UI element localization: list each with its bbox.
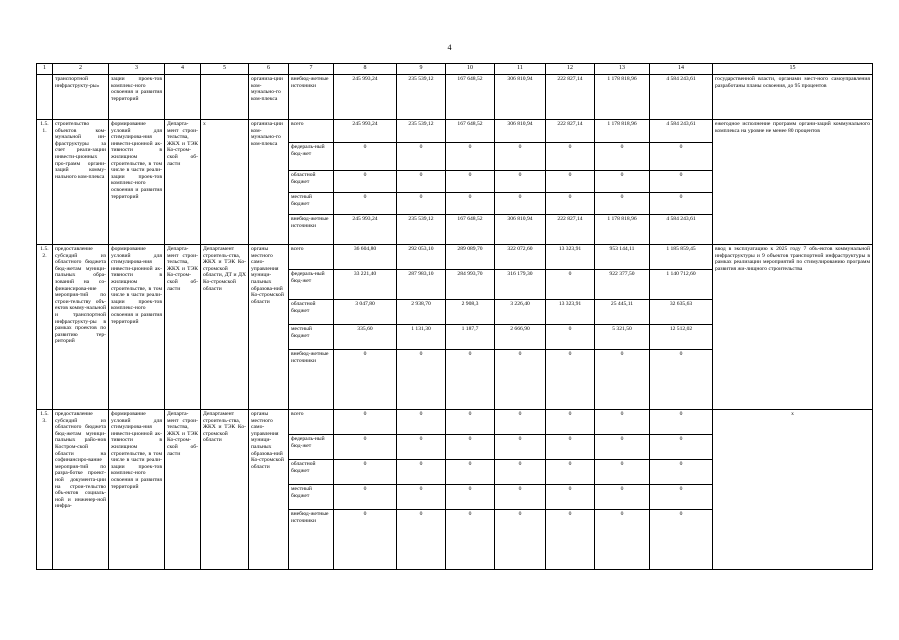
amount-cell: 322 072,60 <box>495 245 546 270</box>
amount-cell: 0 <box>650 510 713 570</box>
row-number-cell: 1.5.3. <box>37 410 53 570</box>
table-row <box>37 120 873 143</box>
amount-cell: 1 131,30 <box>397 325 446 350</box>
funding-source-cell: всего <box>289 245 334 270</box>
amount-cell: 0 <box>650 435 713 460</box>
amount-cell: 0 <box>546 171 595 193</box>
table-row <box>37 410 873 435</box>
amount-cell: 0 <box>446 193 495 215</box>
amount-cell: 0 <box>495 410 546 435</box>
amount-cell: 2 908,3 <box>446 300 495 325</box>
responsible-cell: Департа-мент строи-тельства, ЖКХ и ТЭК Ко-стром-ской об-ласти <box>165 120 201 245</box>
objective-cell: зации проек-тов комплекс-ного освоения и развития территорий <box>109 75 165 120</box>
amount-cell: 0 <box>546 410 595 435</box>
co-executor-cell: Департамент строитель-ства, ЖКХ и ТЭК Ко-стромской области <box>201 410 249 570</box>
header-cell: 2 <box>53 64 109 75</box>
funding-source-cell: местный бюджет <box>289 193 334 215</box>
amount-cell: 4 584 243,61 <box>650 75 713 120</box>
amount-cell: 2 938,70 <box>397 300 446 325</box>
responsible-cell <box>165 75 201 120</box>
amount-cell: 5 321,50 <box>595 325 650 350</box>
co-executor-cell <box>201 75 249 120</box>
amount-cell: 4 584 243,61 <box>650 215 713 245</box>
co-executor-cell: Департамент строитель-ства, ЖКХ и ТЭК Ко-стромской области, ДТ и ДХ Ко-стромской области <box>201 245 249 410</box>
funding-source-cell: местный бюджет <box>289 485 334 510</box>
amount-cell: 0 <box>334 171 397 193</box>
amount-cell: 0 <box>650 460 713 485</box>
amount-cell: 0 <box>397 171 446 193</box>
amount-cell: 0 <box>595 485 650 510</box>
row-number-cell <box>37 75 53 120</box>
amount-cell: 306 810,94 <box>495 120 546 143</box>
amount-cell: 4 584 243,61 <box>650 120 713 143</box>
amount-cell: 245 993,24 <box>334 120 397 143</box>
amount-cell: 953 144,11 <box>595 245 650 270</box>
amount-cell: 0 <box>334 143 397 171</box>
measure-name-cell: предоставление субсидий из областного бюджета бюд-жетам муници-пальных обра-зований на со-финансирова-ние мероприя-тий по строи-тельству объ-ектов комму-нальной и транспортной инфраструкту-ры в рамках проектов по развитию тер-риторий <box>53 245 109 410</box>
amount-cell: 0 <box>546 325 595 350</box>
amount-cell: 0 <box>446 171 495 193</box>
amount-cell: 167 648,52 <box>446 75 495 120</box>
responsible-cell: Департа-мент строи-тельства, ЖКХ и ТЭК Ко-стром-ской об-ласти <box>165 410 201 570</box>
amount-cell: 0 <box>546 350 595 410</box>
amount-cell: 0 <box>397 410 446 435</box>
amount-cell: 0 <box>650 193 713 215</box>
amount-cell: 0 <box>595 410 650 435</box>
amount-cell: 1 178 818,96 <box>595 215 650 245</box>
amount-cell: 0 <box>334 193 397 215</box>
amount-cell: 284 993,70 <box>446 270 495 300</box>
amount-cell: 167 648,52 <box>446 120 495 143</box>
amount-cell: 0 <box>595 435 650 460</box>
amount-cell: 0 <box>446 435 495 460</box>
header-cell: 11 <box>495 64 546 75</box>
amount-cell: 0 <box>397 435 446 460</box>
header-cell: 7 <box>289 64 334 75</box>
amount-cell: 0 <box>495 460 546 485</box>
amount-cell: 222 827,14 <box>546 215 595 245</box>
amount-cell: 0 <box>546 510 595 570</box>
amount-cell: 922 377,50 <box>595 270 650 300</box>
amount-cell: 25 445,11 <box>595 300 650 325</box>
budget-table <box>36 63 873 570</box>
funding-source-cell: федераль-ный бюд-жет <box>289 143 334 171</box>
amount-cell: 0 <box>495 435 546 460</box>
participant-cell: органы местного само-управления муници-пальных образова-ний Ко-стромской области <box>249 410 289 570</box>
header-cell: 15 <box>713 64 873 75</box>
amount-cell: 306 810,94 <box>495 215 546 245</box>
amount-cell: 235 539,12 <box>397 215 446 245</box>
amount-cell: 0 <box>595 171 650 193</box>
funding-source-cell: местный бюджет <box>289 325 334 350</box>
amount-cell: 0 <box>446 350 495 410</box>
amount-cell: 0 <box>397 143 446 171</box>
amount-cell: 0 <box>650 410 713 435</box>
amount-cell: 0 <box>334 460 397 485</box>
amount-cell: 0 <box>595 460 650 485</box>
header-cell: 12 <box>546 64 595 75</box>
expected-result-cell: ввод в эксплуатацию к 2025 году 7 объ-ектов коммунальной инфраструктуры и 9 объектов транспортной инфраструктуры в рамках реализации мероприятий по стимулированию программ развития жи-лищного строительства <box>713 245 873 410</box>
expected-result-cell: государственной власти, органами мест-ного самоуправления разработаны планы освоения, до 95 процентов <box>713 75 873 120</box>
funding-source-cell: областной бюджет <box>289 300 334 325</box>
row-number-cell: 1.5.1. <box>37 120 53 245</box>
amount-cell: 287 983,10 <box>397 270 446 300</box>
amount-cell: 0 <box>546 435 595 460</box>
header-cell: 3 <box>109 64 165 75</box>
header-cell: 4 <box>165 64 201 75</box>
amount-cell: 12 512,02 <box>650 325 713 350</box>
amount-cell: 0 <box>595 143 650 171</box>
amount-cell: 0 <box>495 485 546 510</box>
amount-cell: 3 047,80 <box>334 300 397 325</box>
amount-cell: 235 539,12 <box>397 75 446 120</box>
amount-cell: 235 539,12 <box>397 120 446 143</box>
amount-cell: 0 <box>446 485 495 510</box>
amount-cell: 0 <box>495 143 546 171</box>
amount-cell: 0 <box>397 510 446 570</box>
funding-source-cell: внебюд-жетные источники <box>289 215 334 245</box>
amount-cell: 1 178 818,96 <box>595 120 650 143</box>
header-cell: 10 <box>446 64 495 75</box>
measure-name-cell: строительство объектов ком-мунальной ин-фраструктуры за счет реали-зации инвести-ционных про-грамм органи-заций комму-нального ком-плекса <box>53 120 109 245</box>
responsible-cell: Департа-мент строи-тельства, ЖКХ и ТЭК Ко-стром-ской об-ласти <box>165 245 201 410</box>
amount-cell: 0 <box>446 143 495 171</box>
funding-source-cell: всего <box>289 120 334 143</box>
amount-cell: 0 <box>495 350 546 410</box>
amount-cell: 0 <box>546 143 595 171</box>
funding-source-cell: областной бюджет <box>289 460 334 485</box>
header-cell: 8 <box>334 64 397 75</box>
funding-source-cell: всего <box>289 410 334 435</box>
amount-cell: 33 221,40 <box>334 270 397 300</box>
amount-cell: 0 <box>650 143 713 171</box>
header-cell: 6 <box>249 64 289 75</box>
amount-cell: 0 <box>446 460 495 485</box>
header-cell: 5 <box>201 64 249 75</box>
amount-cell: 0 <box>495 171 546 193</box>
funding-source-cell: внебюд-жетные источники <box>289 350 334 410</box>
amount-cell: 0 <box>495 510 546 570</box>
amount-cell: 0 <box>546 270 595 300</box>
expected-result-cell: х <box>713 410 873 570</box>
amount-cell: 306 810,94 <box>495 75 546 120</box>
amount-cell: 1 187,7 <box>446 325 495 350</box>
participant-cell: организа-ции ком-мунально-го ком-плекса <box>249 120 289 245</box>
objective-cell: формирование условий для стимулирова-ния инвести-ционной ак-тивности в жилищном строительстве, в том числе в части реали-зации проек-тов комплекс-ного освоения и развития территорий <box>109 120 165 245</box>
objective-cell: формирование условий для стимулирова-ния инвести-ционной ак-тивности в жилищном строительстве, в том числе в части реали-зации проек-тов комплекс-ного освоения и развития территорий <box>109 245 165 410</box>
measure-name-cell: предоставление субсидий из областного бюджета бюд-жетам муници-пальных райо-нов Костром-ской области на софинансиро-вание мероприя-тий по разра-ботке проект-ной документа-ции на строи-тельство объ-ектов социаль-ной и инженер-ной инфра- <box>53 410 109 570</box>
amount-cell: 3 226,40 <box>495 300 546 325</box>
amount-cell: 0 <box>334 350 397 410</box>
funding-source-cell: внебюд-жетные источники <box>289 510 334 570</box>
amount-cell: 0 <box>446 410 495 435</box>
amount-cell: 36 604,80 <box>334 245 397 270</box>
amount-cell: 0 <box>397 350 446 410</box>
header-cell: 14 <box>650 64 713 75</box>
header-cell: 9 <box>397 64 446 75</box>
amount-cell: 0 <box>446 510 495 570</box>
amount-cell: 0 <box>334 510 397 570</box>
amount-cell: 222 827,14 <box>546 120 595 143</box>
amount-cell: 167 648,52 <box>446 215 495 245</box>
amount-cell: 1 140 712,60 <box>650 270 713 300</box>
amount-cell: 0 <box>595 510 650 570</box>
amount-cell: 0 <box>334 485 397 510</box>
funding-source-cell: областной бюджет <box>289 171 334 193</box>
amount-cell: 0 <box>495 193 546 215</box>
table-row <box>37 75 873 120</box>
participant-cell: органы местного само-управления муници-пальных образова-ний Ко-стромской области <box>249 245 289 410</box>
amount-cell: 0 <box>595 350 650 410</box>
header-cell: 1 <box>37 64 53 75</box>
amount-cell: 335,60 <box>334 325 397 350</box>
amount-cell: 2 666,90 <box>495 325 546 350</box>
amount-cell: 0 <box>650 171 713 193</box>
measure-name-cell: транспортной инфраструкту-ры» <box>53 75 109 120</box>
objective-cell: формирование условий для стимулирова-ния инвести-ционной ак-тивности в жилищном строительстве, в том числе в части реали-зации проек-тов комплекс-ного освоения и развития территорий <box>109 410 165 570</box>
row-number-cell: 1.5.2. <box>37 245 53 410</box>
amount-cell: 245 993,24 <box>334 75 397 120</box>
amount-cell: 316 179,30 <box>495 270 546 300</box>
table-row <box>37 245 873 270</box>
funding-source-cell: внебюд-жетные источники <box>289 75 334 120</box>
funding-source-cell: федераль-ный бюд-жет <box>289 435 334 460</box>
header-cell: 13 <box>595 64 650 75</box>
amount-cell: 0 <box>650 350 713 410</box>
amount-cell: 0 <box>397 193 446 215</box>
amount-cell: 0 <box>546 193 595 215</box>
co-executor-cell: х <box>201 120 249 245</box>
amount-cell: 245 993,24 <box>334 215 397 245</box>
amount-cell: 13 323,91 <box>546 245 595 270</box>
amount-cell: 0 <box>650 485 713 510</box>
amount-cell: 0 <box>546 460 595 485</box>
amount-cell: 0 <box>334 410 397 435</box>
amount-cell: 0 <box>397 460 446 485</box>
amount-cell: 13 323,91 <box>546 300 595 325</box>
participant-cell: организа-ции ком-мунально-го ком-плекса <box>249 75 289 120</box>
page-number: 4 <box>447 43 452 52</box>
amount-cell: 0 <box>546 485 595 510</box>
amount-cell: 289 089,70 <box>446 245 495 270</box>
amount-cell: 292 053,10 <box>397 245 446 270</box>
funding-source-cell: федераль-ный бюд-жет <box>289 270 334 300</box>
amount-cell: 0 <box>595 193 650 215</box>
expected-result-cell: ежегодное исполнение программ органи-заций коммунального комплекса на уровне не менее 80 процентов <box>713 120 873 245</box>
amount-cell: 32 635,63 <box>650 300 713 325</box>
header-row <box>37 64 873 75</box>
amount-cell: 0 <box>334 435 397 460</box>
amount-cell: 222 827,14 <box>546 75 595 120</box>
amount-cell: 0 <box>397 485 446 510</box>
amount-cell: 1 185 859,45 <box>650 245 713 270</box>
amount-cell: 1 178 818,96 <box>595 75 650 120</box>
